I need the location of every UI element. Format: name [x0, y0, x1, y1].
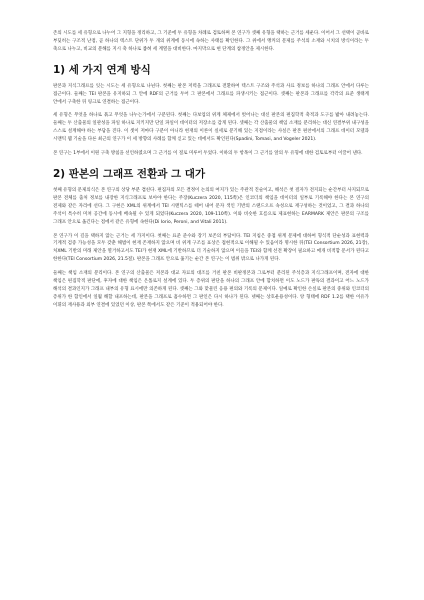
section2-paragraph-2: 본 연구가 이 길을 택하지 않는 근거는 세 가지이다. 첫째는 표준 준수와 장기 보존의 부담이다. TEI 지침은 중첩 위계 문제에 대하여 형식적 단순성과 표현력과 기계적 검증 가능성을 모두 갖춘 해법이 현재 존재하지 않으며 비 위계 구조를 표상은 접현적으로 이해될 수 있음이라 명시한 뒤(TEI Consortium 2026, 21장), 처XML 기반의 미래 제안을 열거하고서도 TEI가 현재 XML에 기반하므로 더 기술하지 않으며 이들을 TEI와 함께 선전 확장이 필요하고 매개 비적합 문서가 된다고 한한다(TEI Consortium 2026, 21.5절). 판본을 그래프 안으로 옮기는 순간 본 연구는 이 범위 밖으로 나가게 된다.: [53, 233, 369, 263]
section-heading-2: 2) 판본의 그래프 전환과 그 대가: [53, 167, 206, 180]
intro-paragraph: 존의 시도를 세 유형으로 나누어 그 지형을 정리하고, 그 기준에 두 유형을 차례로 검토하며 본 연구가 셋째 유형을 택하는 근거를 세운다. 이어서 그 선택이 곧바로 부딪히는 구조적 난점, 곧 하나의 텍스트 단위가 두 개의 위계에 동시에 속하는 사태를 확인한다. 그 위에서 앵커의 문제를 주석의 소재와 시치의 방식이라는 두 축으로 나누고, 비교의 분해를 지시 축 하나로 좁혀 세 계열을 대비한다. 마지막으로 현 단계의 참정안을 제시한다.: [53, 31, 369, 52]
section1-paragraph-1: 판본과 지식그래프를 잇는 시도는 세 유형으로 나뉜다. 첫째는 판본 저력을 그래프로 전환하여 텍스트 구조와 주석과 사료 정보를 하나의 그래프 안에서 다루는 접근이다. 둘째는 TEI 판본을 유지하되 그 안에 RDF의 근거를 두어 그 판본에서 그래프를 파생시키는 접근이다. 셋째는 판본과 그래프를 각각의 표준 생태계 안에서 구축한 뒤 링크로 연결하는 접근이다.: [53, 83, 369, 105]
section1-paragraph-3: 본 연구는 1부에서 이원 구축 방침을 선언하였으며 그 근거를 이 절로 미루어 두었다. 이하의 두 항목이 그 근거를 앞의 두 유형에 대한 검토로부터 이끌어 낸다.: [53, 151, 363, 157]
section1-paragraph-2: 세 유형은 무엇을 하나로 묶고 무엇을 나누는가에서 구분된다. 첫째는 다보업의 위계 체제에서 벗어나는 대신 판본의 편집학적 축적과 도구를 밟아 내려놓는다. 둘째는 두 산출물의 일관성을 파일 하나로 지키지만 단일 파일이 데이터의 저장소를 감게 된다. 셋째는 각 산출물의 책임 소재를 분리하는 대신 연결부위 내구성을 스스로 설계해야 하는 부담을 진다. 이 셋이 저마다 구분이 아니라 현재의 이론이 실세로 분기해 있는 지점이라는 사실은 판본 편찬에서의 그래프 데이터 모델과 시맨틱 웹 기술을 다른 최근의 연구가 이 세 방향의 사례를 함께 싣고 있는 데에서도 확인된다(Spadini, Tomasi, and Vogeler 2021).: [53, 113, 369, 143]
document-body: [53, 30, 369, 310]
section2-paragraph-1: 첫째 유형의 문제의식은 본 연구의 상당 부분 겹친다. 편집자의 모든 결정이 논의의 여지가 있는 주관적 진술이고, 해석은 첫 걸자가 전지되는 순간부터 사지되므로 판본 전체를 출처 정보를 내장한 지식그래프로 보아야 한다는 주장(Kuczera 2020, 115쪽)은 인코더의 책임을 데이터의 일부로 기록해야 한다는 본 연구의 전제와 같은 자리에 선다. 그 구현은 XML의 위계에서 TEI 시맨틱스를 떼어 내어 문자 색인 기반의 스탠드오프 속성으로 재구성하는 것이었고, 그 결과 하나의 주석이 특수히 미쳐 공간에 동시에 배속될 수 있게 되었다(Kuczera 2020, 109-110쪽). 이와 비슷한 흐름으로 제표현하는 EARMARK 제안은 판본의 구조를 그래프 안으로 옮긴다는 점에서 같은 유형에 속한다(Di Iorio, Peroni, and Vitali 2011).: [53, 187, 369, 225]
section2-paragraph-3: 둘째는 책임 소재의 분리이다. 본 연구의 산출물은 저본과 대교 자료의 대조를 거친 판본 비판정본과 그로부터 분리된 주석층과 지식그래프이며, 전자에 대한 책임은 편집학적 판단에, 후자에 대한 책임은 온톨로지 설계에 있다. 두 층위의 판단을 하나의 그래프 안에 합치하면 이도 노드가 판독의 결과이고 어느 노드가 해석의 결과인지가 그래프 내부의 유형 표시에만 의존하게 된다. 셋째는 그와 맞물린 응용 편의와 기록의 문제이다. 일예로 확인한 손실로 판본의 중위와 인코더의 층위가 한 함인에서 일월 해할 내포하는데, 판본을 그래프로 흡수하면 그 판인은 다시 하나가 된다. 넷째는 상호운용성이다. 앙 형태에 RDF 1.2를 택한 이유가 이휘의 재사용과 외부 연결에 있었던 이상, 판본 쪽에서도 같은 기준이 적용되어야 한다.: [53, 271, 369, 308]
section-heading-1: 1) 세 가지 연계 방식: [53, 63, 151, 76]
